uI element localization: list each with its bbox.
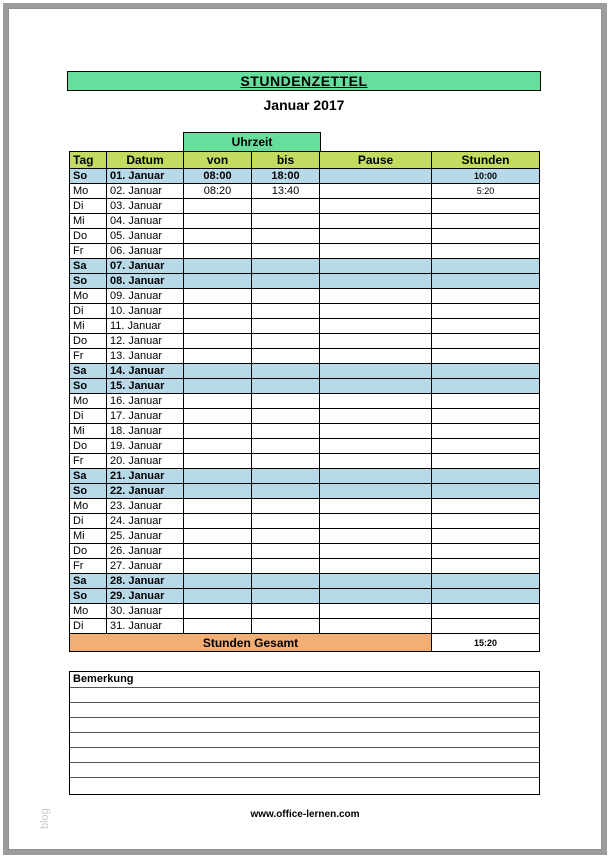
day-row (70, 274, 540, 289)
day-row (70, 319, 540, 334)
tag-cell: Mo (70, 604, 107, 619)
bis-cell (252, 559, 320, 574)
datum-cell: 17. Januar (107, 409, 184, 424)
tag-cell: Di (70, 409, 107, 424)
pause-cell (320, 484, 432, 499)
tag-cell: Do (70, 439, 107, 454)
pause-cell (320, 319, 432, 334)
bemerkung-line (70, 763, 539, 778)
bemerkung-line (70, 778, 539, 793)
datum-cell: 08. Januar (107, 274, 184, 289)
pause-cell (320, 334, 432, 349)
bis-cell (252, 289, 320, 304)
column-header-von: von (184, 152, 252, 169)
tag-cell: Sa (70, 259, 107, 274)
day-row (70, 439, 540, 454)
pause-cell (320, 244, 432, 259)
title-bar (67, 71, 541, 91)
day-row (70, 379, 540, 394)
day-row (70, 169, 540, 184)
bis-cell (252, 394, 320, 409)
tag-cell: Fr (70, 244, 107, 259)
table-header-row (70, 152, 540, 169)
stunden-cell: 5:20 (432, 184, 540, 199)
day-row (70, 574, 540, 589)
tag-cell: Sa (70, 574, 107, 589)
von-cell (184, 379, 252, 394)
tag-cell: Sa (70, 364, 107, 379)
stunden-cell (432, 379, 540, 394)
datum-cell: 05. Januar (107, 229, 184, 244)
datum-cell: 10. Januar (107, 304, 184, 319)
tag-cell: Mi (70, 319, 107, 334)
bis-cell (252, 274, 320, 289)
pause-cell (320, 379, 432, 394)
von-cell (184, 574, 252, 589)
stunden-cell (432, 559, 540, 574)
bis-cell (252, 454, 320, 469)
bis-cell (252, 619, 320, 634)
datum-cell: 30. Januar (107, 604, 184, 619)
tag-cell: Di (70, 304, 107, 319)
stunden-cell (432, 259, 540, 274)
bis-cell (252, 379, 320, 394)
bis-cell (252, 334, 320, 349)
datum-cell: 03. Januar (107, 199, 184, 214)
bis-cell (252, 199, 320, 214)
pause-cell (320, 514, 432, 529)
day-row (70, 424, 540, 439)
bis-cell (252, 229, 320, 244)
month-title: Januar 2017 (263, 97, 345, 113)
von-cell (184, 289, 252, 304)
tag-cell: Di (70, 199, 107, 214)
stunden-cell (432, 349, 540, 364)
pause-cell (320, 574, 432, 589)
pause-cell (320, 529, 432, 544)
datum-cell: 23. Januar (107, 499, 184, 514)
bemerkung-line (70, 688, 539, 703)
day-row (70, 289, 540, 304)
von-cell (184, 499, 252, 514)
datum-cell: 28. Januar (107, 574, 184, 589)
stunden-cell (432, 364, 540, 379)
day-row (70, 364, 540, 379)
von-cell (184, 619, 252, 634)
footer-url: www.office-lernen.com (250, 809, 360, 820)
pause-cell (320, 184, 432, 199)
column-header-pause: Pause (320, 152, 432, 169)
bis-cell (252, 319, 320, 334)
pause-cell (320, 229, 432, 244)
stunden-cell (432, 589, 540, 604)
bis-cell (252, 589, 320, 604)
day-row (70, 259, 540, 274)
stunden-cell (432, 244, 540, 259)
bis-cell: 18:00 (252, 169, 320, 184)
tag-cell: Do (70, 334, 107, 349)
page-title: STUNDENZETTEL (240, 73, 368, 89)
bis-cell (252, 439, 320, 454)
datum-cell: 12. Januar (107, 334, 184, 349)
von-cell (184, 259, 252, 274)
von-cell (184, 469, 252, 484)
tag-cell: Mo (70, 184, 107, 199)
datum-cell: 27. Januar (107, 559, 184, 574)
datum-cell: 21. Januar (107, 469, 184, 484)
datum-cell: 16. Januar (107, 394, 184, 409)
day-row (70, 514, 540, 529)
stunden-cell (432, 514, 540, 529)
pause-cell (320, 349, 432, 364)
day-row (70, 454, 540, 469)
pause-cell (320, 544, 432, 559)
timesheet-page (8, 8, 602, 850)
tag-cell: So (70, 169, 107, 184)
blog-watermark: blog (39, 808, 51, 829)
total-label: Stunden Gesamt (70, 634, 432, 652)
tag-cell: Fr (70, 454, 107, 469)
bis-cell (252, 574, 320, 589)
tag-cell: So (70, 589, 107, 604)
tag-cell: Fr (70, 559, 107, 574)
bis-cell (252, 469, 320, 484)
stunden-cell (432, 484, 540, 499)
pause-cell (320, 424, 432, 439)
tag-cell: Mo (70, 394, 107, 409)
bemerkung-label: Bemerkung (70, 672, 539, 688)
column-header-datum: Datum (107, 152, 184, 169)
stunden-cell (432, 604, 540, 619)
tag-cell: Di (70, 514, 107, 529)
von-cell (184, 409, 252, 424)
pause-cell (320, 394, 432, 409)
pause-cell (320, 499, 432, 514)
tag-cell: Mi (70, 529, 107, 544)
page-background (3, 3, 607, 855)
von-cell (184, 229, 252, 244)
stunden-cell (432, 304, 540, 319)
von-cell: 08:00 (184, 169, 252, 184)
von-cell: 08:20 (184, 184, 252, 199)
day-row (70, 334, 540, 349)
stunden-cell (432, 424, 540, 439)
day-row (70, 589, 540, 604)
bis-cell (252, 484, 320, 499)
datum-cell: 24. Januar (107, 514, 184, 529)
bemerkung-line (70, 748, 539, 763)
datum-cell: 26. Januar (107, 544, 184, 559)
datum-cell: 29. Januar (107, 589, 184, 604)
von-cell (184, 424, 252, 439)
day-row (70, 409, 540, 424)
pause-cell (320, 199, 432, 214)
bis-cell (252, 514, 320, 529)
pause-cell (320, 304, 432, 319)
bis-cell (252, 544, 320, 559)
pause-cell (320, 169, 432, 184)
tag-cell: Di (70, 619, 107, 634)
von-cell (184, 319, 252, 334)
von-cell (184, 544, 252, 559)
stunden-cell: 10:00 (432, 169, 540, 184)
tag-cell: Fr (70, 349, 107, 364)
tag-cell: Mi (70, 214, 107, 229)
tag-cell: Mo (70, 289, 107, 304)
tag-cell: Do (70, 229, 107, 244)
bemerkung-line (70, 733, 539, 748)
datum-cell: 06. Januar (107, 244, 184, 259)
bis-cell (252, 424, 320, 439)
pause-cell (320, 274, 432, 289)
datum-cell: 13. Januar (107, 349, 184, 364)
bis-cell (252, 529, 320, 544)
stunden-cell (432, 319, 540, 334)
pause-cell (320, 454, 432, 469)
total-value: 15:20 (432, 634, 540, 652)
bis-cell (252, 259, 320, 274)
datum-cell: 22. Januar (107, 484, 184, 499)
stunden-cell (432, 499, 540, 514)
bemerkung-line (70, 703, 539, 718)
pause-cell (320, 409, 432, 424)
bis-cell (252, 349, 320, 364)
von-cell (184, 364, 252, 379)
pause-cell (320, 214, 432, 229)
day-row (70, 184, 540, 199)
von-cell (184, 274, 252, 289)
datum-cell: 14. Januar (107, 364, 184, 379)
pause-cell (320, 439, 432, 454)
von-cell (184, 394, 252, 409)
von-cell (184, 349, 252, 364)
tag-cell: So (70, 274, 107, 289)
day-row (70, 499, 540, 514)
pause-cell (320, 559, 432, 574)
bis-cell (252, 499, 320, 514)
bemerkung-line (70, 718, 539, 733)
pause-cell (320, 619, 432, 634)
stunden-cell (432, 439, 540, 454)
von-cell (184, 604, 252, 619)
datum-cell: 15. Januar (107, 379, 184, 394)
stunden-cell (432, 454, 540, 469)
von-cell (184, 589, 252, 604)
tag-cell: Do (70, 544, 107, 559)
datum-cell: 19. Januar (107, 439, 184, 454)
von-cell (184, 304, 252, 319)
datum-cell: 11. Januar (107, 319, 184, 334)
datum-cell: 09. Januar (107, 289, 184, 304)
pause-cell (320, 469, 432, 484)
total-row (70, 634, 540, 652)
time-group-header: Uhrzeit (183, 132, 321, 152)
stunden-cell (432, 574, 540, 589)
day-row (70, 214, 540, 229)
day-row (70, 619, 540, 634)
day-row (70, 304, 540, 319)
bis-cell (252, 244, 320, 259)
stunden-cell (432, 274, 540, 289)
datum-cell: 18. Januar (107, 424, 184, 439)
stunden-cell (432, 334, 540, 349)
day-row (70, 529, 540, 544)
day-row (70, 559, 540, 574)
von-cell (184, 199, 252, 214)
day-row (70, 349, 540, 364)
stunden-cell (432, 619, 540, 634)
tag-cell: Mi (70, 424, 107, 439)
day-row (70, 469, 540, 484)
stunden-cell (432, 214, 540, 229)
stunden-cell (432, 394, 540, 409)
day-row (70, 199, 540, 214)
tag-cell: Mo (70, 499, 107, 514)
datum-cell: 07. Januar (107, 259, 184, 274)
datum-cell: 02. Januar (107, 184, 184, 199)
pause-cell (320, 259, 432, 274)
bis-cell (252, 409, 320, 424)
stunden-cell (432, 289, 540, 304)
pause-cell (320, 289, 432, 304)
von-cell (184, 439, 252, 454)
bis-cell (252, 364, 320, 379)
datum-cell: 20. Januar (107, 454, 184, 469)
day-row (70, 244, 540, 259)
datum-cell: 31. Januar (107, 619, 184, 634)
von-cell (184, 454, 252, 469)
datum-cell: 25. Januar (107, 529, 184, 544)
bis-cell (252, 214, 320, 229)
von-cell (184, 559, 252, 574)
von-cell (184, 484, 252, 499)
stunden-cell (432, 529, 540, 544)
column-header-stunden: Stunden (432, 152, 540, 169)
day-row (70, 484, 540, 499)
pause-cell (320, 589, 432, 604)
stunden-cell (432, 469, 540, 484)
tag-cell: Sa (70, 469, 107, 484)
day-row (70, 544, 540, 559)
stunden-cell (432, 409, 540, 424)
day-row (70, 229, 540, 244)
timesheet-table (69, 151, 540, 652)
column-header-bis: bis (252, 152, 320, 169)
stunden-cell (432, 199, 540, 214)
von-cell (184, 334, 252, 349)
tag-cell: So (70, 484, 107, 499)
datum-cell: 04. Januar (107, 214, 184, 229)
tag-cell: So (70, 379, 107, 394)
datum-cell: 01. Januar (107, 169, 184, 184)
von-cell (184, 244, 252, 259)
column-header-tag: Tag (70, 152, 107, 169)
pause-cell (320, 364, 432, 379)
day-row (70, 394, 540, 409)
bis-cell: 13:40 (252, 184, 320, 199)
bemerkung-box (69, 671, 540, 795)
von-cell (184, 529, 252, 544)
von-cell (184, 514, 252, 529)
pause-cell (320, 604, 432, 619)
stunden-cell (432, 544, 540, 559)
day-row (70, 604, 540, 619)
stunden-cell (432, 229, 540, 244)
bis-cell (252, 604, 320, 619)
von-cell (184, 214, 252, 229)
bis-cell (252, 304, 320, 319)
